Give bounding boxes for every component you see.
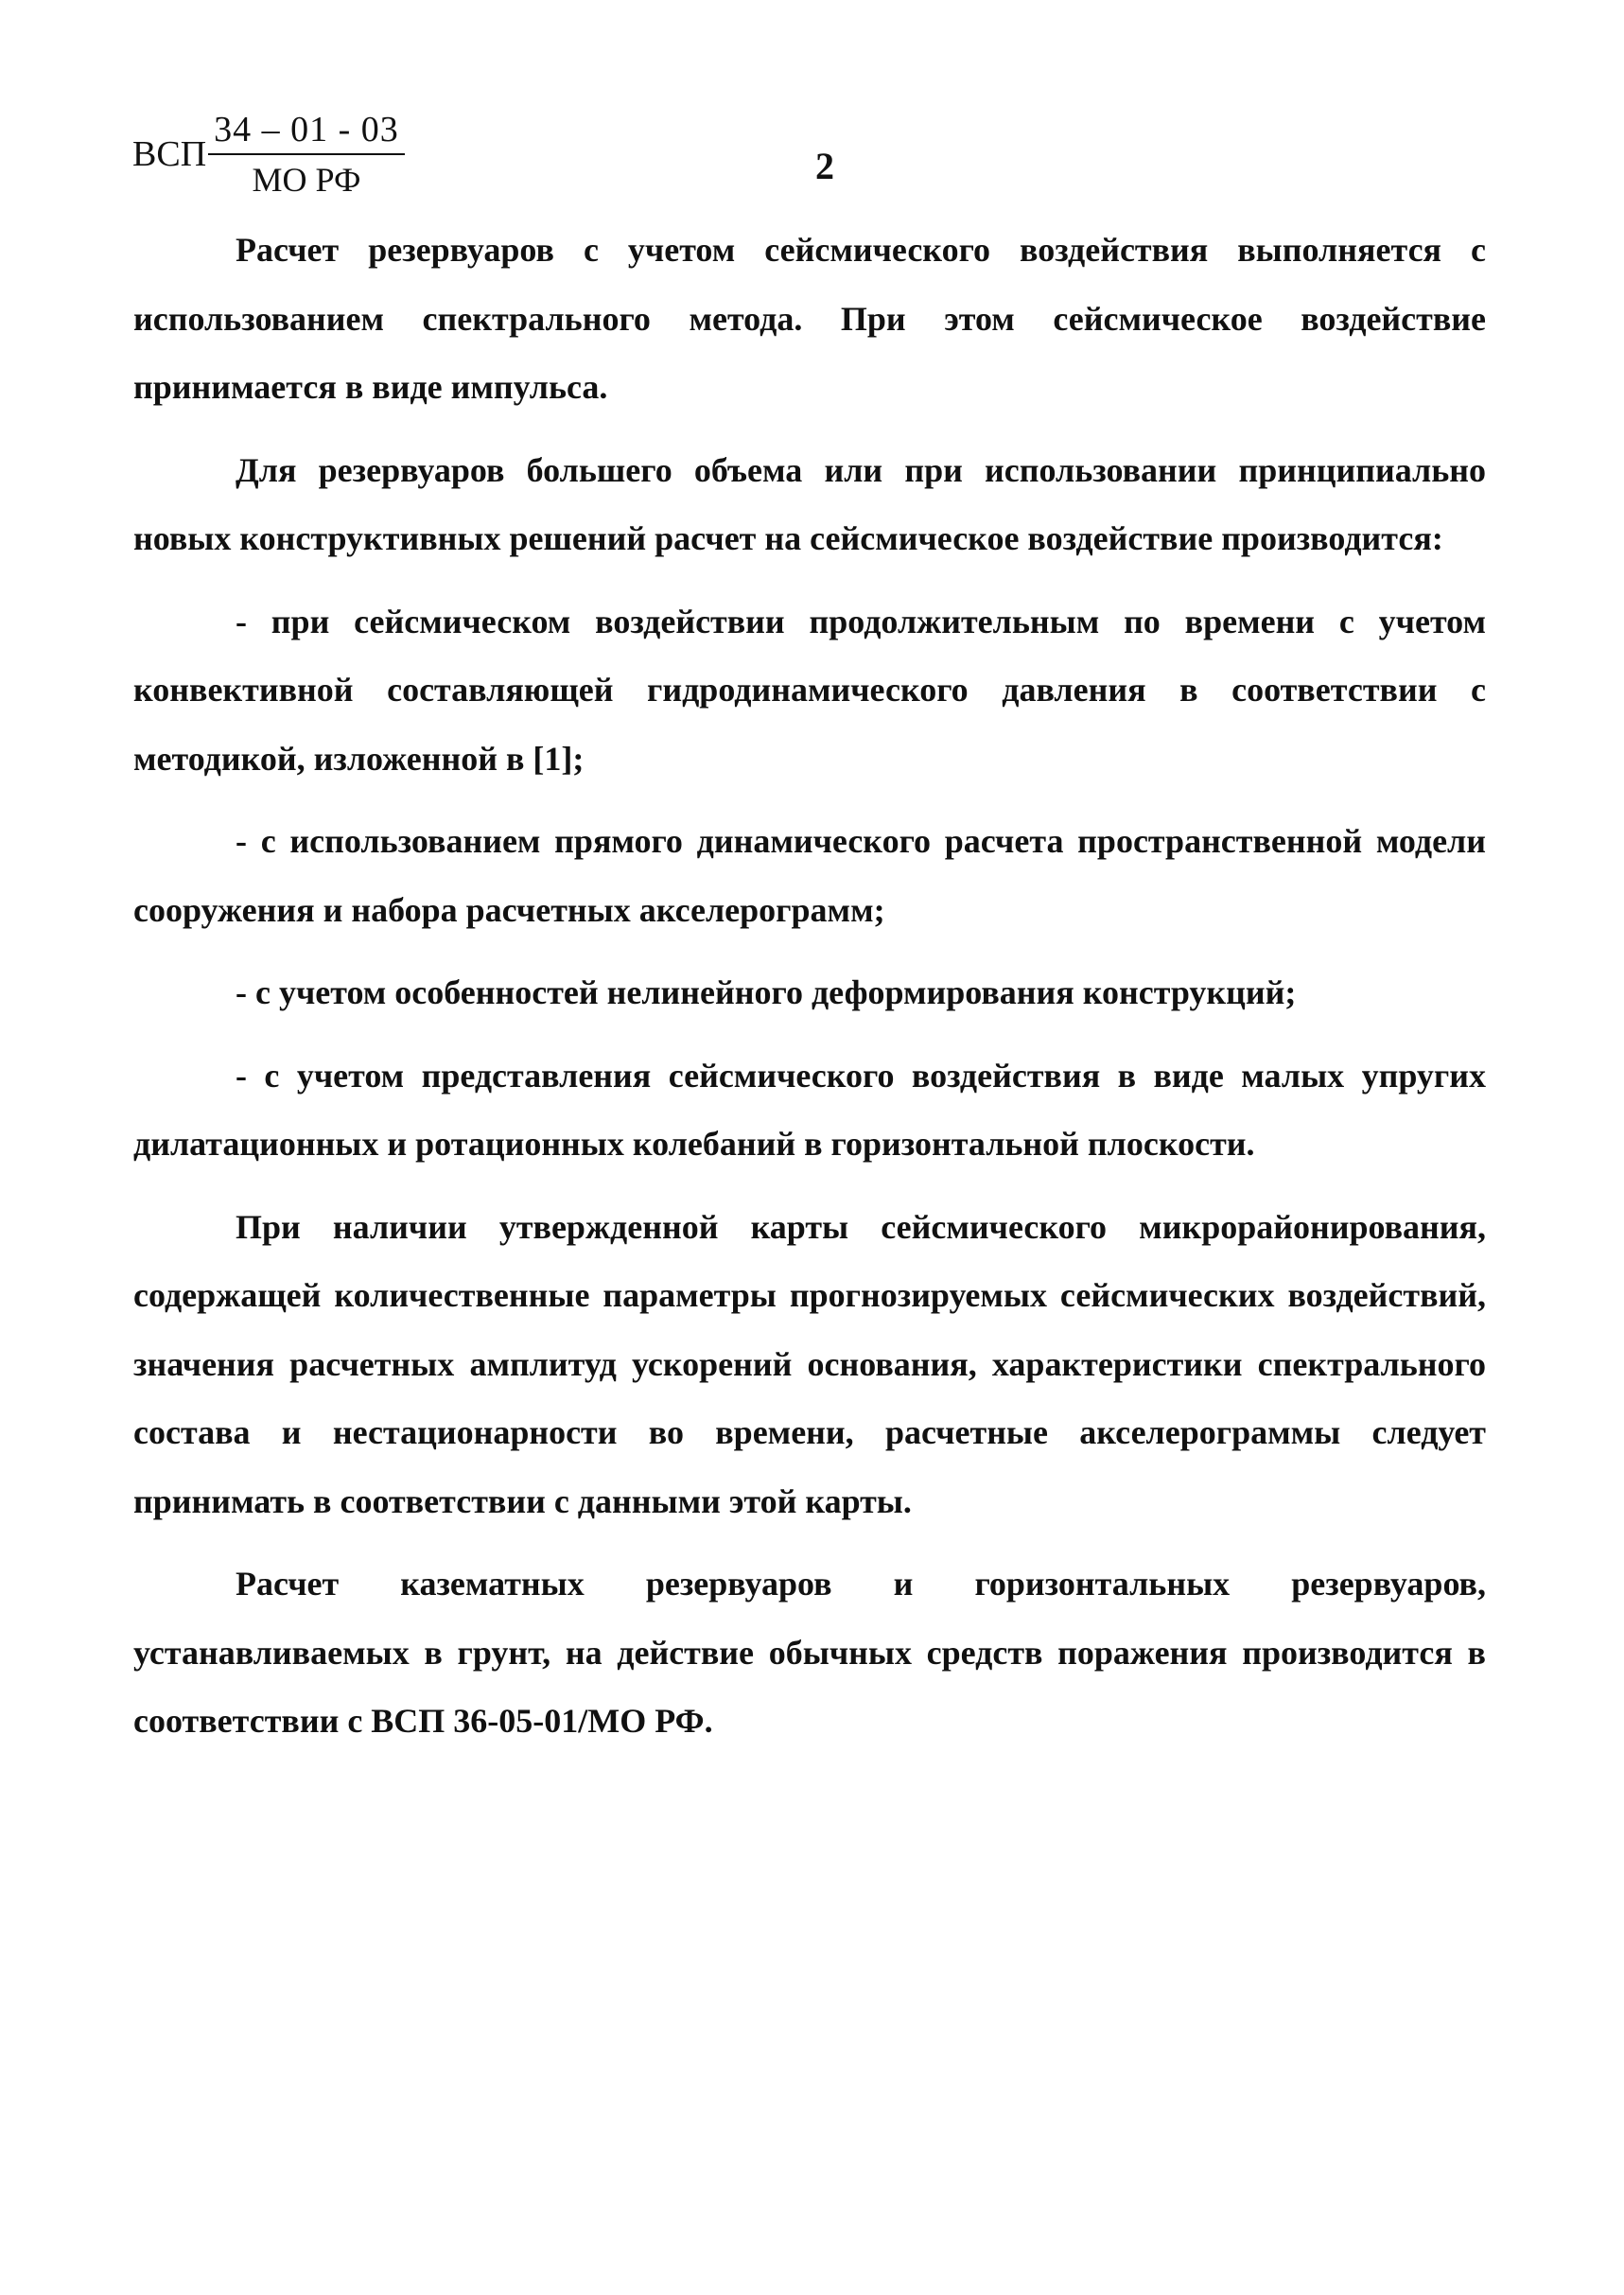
list-item-dilatation-rotation: - с учетом представления сейсмического воздействия в виде малых упругих дилатационных и ротационных колебаний в горизонтальной плоскости. (133, 1056, 1486, 1163)
document-code-ministry: МО РФ (252, 161, 361, 199)
document-code-fraction (208, 112, 405, 197)
document-code-number: 34 – 01 - 03 (208, 112, 405, 155)
list-item-convective: - при сейсмическом воздействии продолжительным по времени с учетом конвективной составляющей гидродинамического давления в соответствии с методикой, изложенной в [1]; (133, 602, 1486, 778)
paragraph-microzoning-map: При наличии утвержденной карты сейсмического микрорайонирования, содержащей количественные параметры прогнозируемых сейсмических воздействий, значения расчетных амплитуд ускорений основания, характеристики спектрального состава и нестационарности во времени, расчетные акселерограммы следует принимать в соответствии с данными этой карты. (133, 1207, 1486, 1520)
paragraph-casemate-tanks: Расчет казематных резервуаров и горизонтальных резервуаров, устанавливаемых в грунт, на действие обычных средств поражения производится в соответствии с ВСП 36-05-01/МО РФ. (133, 1565, 1486, 1740)
document-code (132, 112, 405, 197)
paragraph-spectral-method: Расчет резервуаров с учетом сейсмического воздействия выполняется с использованием спектрального метода. При этом сейсмическое воздействие принимается в виде импульса. (133, 231, 1486, 406)
document-body (133, 216, 1486, 1770)
page-number: 2 (815, 145, 834, 187)
list-item-nonlinear: - с учетом особенностей нелинейного деформирования конструкций; (236, 973, 1297, 1011)
document-code-prefix: ВСП (132, 134, 207, 174)
paragraph-large-volume-intro: Для резервуаров большего объема или при использовании принципиально новых конструктивных решений расчет на сейсмическое воздействие производится: (133, 450, 1486, 557)
list-item-direct-dynamic: - с использованием прямого динамического расчета пространственной модели сооружения и набора расчетных акселерограмм; (133, 822, 1486, 929)
